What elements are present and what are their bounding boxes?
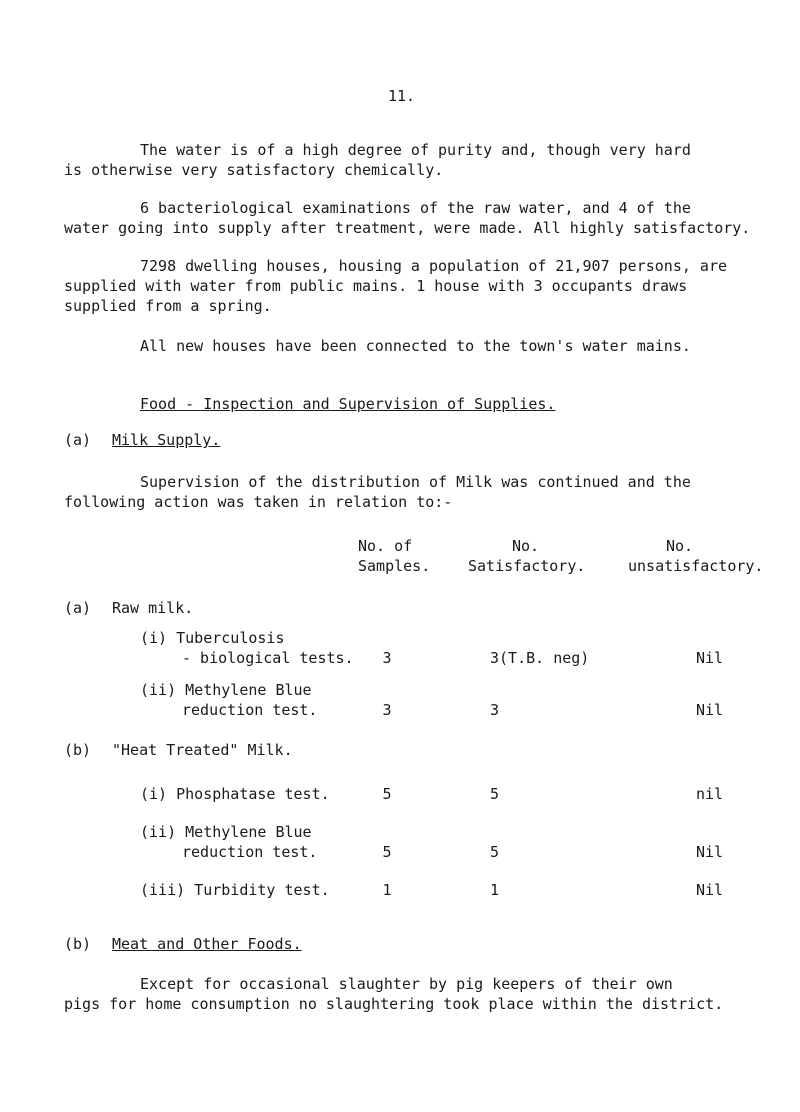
header-line: No. (512, 537, 540, 555)
samples-cell: 5 (382, 843, 392, 861)
group-marker: (a) (64, 599, 92, 617)
samples-cell: 3 (382, 649, 392, 667)
text-line: 7298 dwelling houses, housing a population of 21,907 persons, are (140, 257, 727, 275)
text-line: supplied with water from public mains. 1 house with 3 occupants draws (64, 277, 688, 295)
row-label: reduction test. (182, 701, 318, 719)
header-line: No. (666, 537, 694, 555)
satisfactory-cell: 1 (490, 881, 500, 899)
unsatisfactory-cell: Nil (696, 649, 724, 667)
milk-heading: Milk Supply. (112, 431, 221, 449)
row-label: (iii) Turbidity test. (140, 881, 330, 899)
row-label: reduction test. (182, 843, 318, 861)
satisfactory-cell: 3(T.B. neg) (490, 649, 590, 667)
unsatisfactory-cell: Nil (696, 881, 724, 899)
row-label: (ii) Methylene Blue (140, 681, 312, 699)
page-number: 11. (388, 87, 416, 105)
row-label: (i) Phosphatase test. (140, 785, 330, 803)
group-marker: (b) (64, 741, 92, 759)
unsatisfactory-cell: nil (696, 785, 724, 803)
header-line: unsatisfactory. (628, 557, 764, 575)
header-line: Satisfactory. (468, 557, 586, 575)
text-line: supplied from a spring. (64, 297, 272, 315)
text-line: Supervision of the distribution of Milk was continued and the (140, 473, 691, 491)
text-line: The water is of a high degree of purity and, though very hard (140, 141, 691, 159)
row-label: (ii) Methylene Blue (140, 823, 312, 841)
text-line: pigs for home consumption no slaughtering took place within the district. (64, 995, 724, 1013)
unsatisfactory-cell: Nil (696, 701, 724, 719)
unsatisfactory-cell: Nil (696, 843, 724, 861)
section-marker: (b) (64, 935, 92, 953)
header-line: No. of (358, 537, 413, 555)
satisfactory-cell: 5 (490, 785, 500, 803)
row-label: - biological tests. (182, 649, 354, 667)
samples-cell: 3 (382, 701, 392, 719)
group-label: "Heat Treated" Milk. (112, 741, 293, 759)
text-line: following action was taken in relation to:- (64, 493, 453, 511)
samples-cell: 1 (382, 881, 392, 899)
text-line: Except for occasional slaughter by pig keepers of their own (140, 975, 673, 993)
food-heading: Food - Inspection and Supervision of Supplies. (140, 395, 556, 413)
text-line: water going into supply after treatment, were made. All highly satisfactory. (64, 219, 751, 237)
paragraph-new-houses: All new houses have been connected to the town's water mains. (140, 337, 691, 355)
group-label: Raw milk. (112, 599, 194, 617)
samples-cell: 5 (382, 785, 392, 803)
text-line: is otherwise very satisfactory chemically. (64, 161, 444, 179)
meat-heading: Meat and Other Foods. (112, 935, 302, 953)
header-line: Samples. (358, 557, 431, 575)
text-line: 6 bacteriological examinations of the raw water, and 4 of the (140, 199, 691, 217)
satisfactory-cell: 5 (490, 843, 500, 861)
satisfactory-cell: 3 (490, 701, 500, 719)
row-label: (i) Tuberculosis (140, 629, 285, 647)
section-marker: (a) (64, 431, 92, 449)
